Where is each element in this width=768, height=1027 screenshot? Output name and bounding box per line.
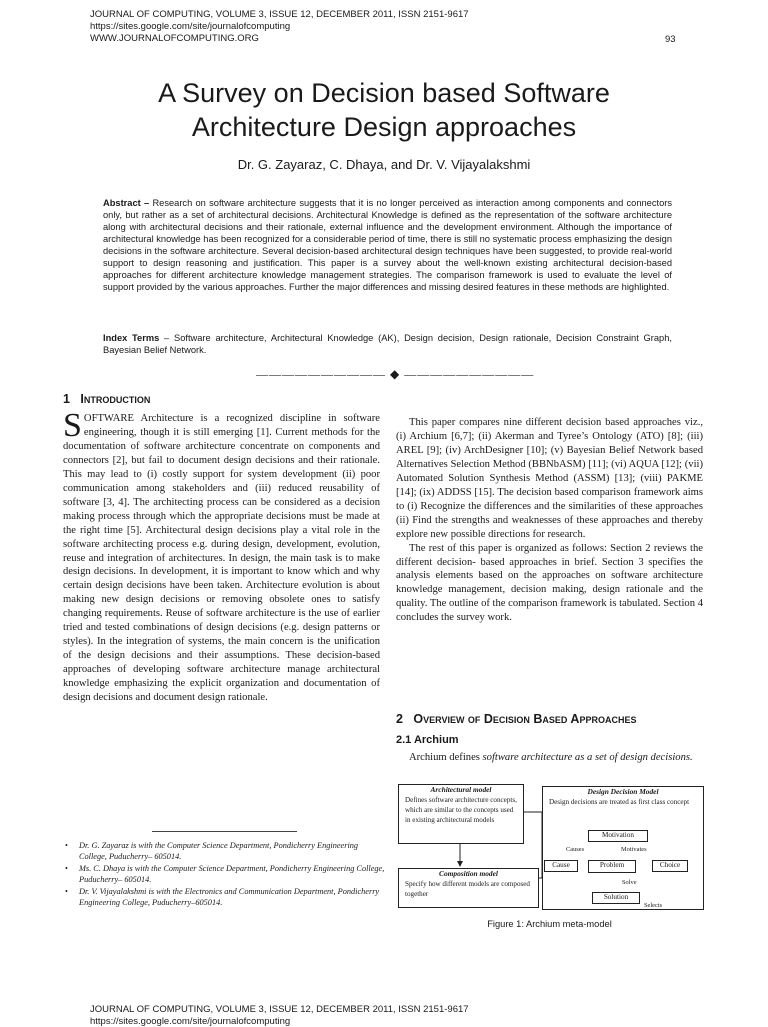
composition-model-title: Composition model <box>439 869 498 878</box>
index-terms <box>103 332 672 356</box>
footnote-text: Ms. C. Dhaya is with the Computer Science Department, Pondicherry Engineering College, Puducherry– 605014. <box>79 864 385 884</box>
page-number: 93 <box>665 34 676 45</box>
motivates-label: Motivates <box>621 846 647 853</box>
journal-url[interactable]: https://sites.google.com/site/journalofcomputing <box>90 21 291 32</box>
footnote-rule <box>152 831 297 832</box>
archium-paragraph <box>396 751 703 765</box>
title-line-2: Architecture Design approaches <box>191 112 577 142</box>
intro-paragraph-1-text: OFTWARE Architecture is a recognized discipline in software engineering, though it is still emerging [1]. Current methods for the documentation of software architecture concentrate on components and connectors [2], but fail to document design decisions and their rationale. This may lead to (i) costly support for system development (ii) poor communication among stakeholders and (iii) reduced reusability of software [3, 4]. The architecting process can be considered as a decision making process through which the appropriate decisions must be made at the right time [5]. Architectural design decisions play a vital role in the software architecting process e.g. during design, development, evolution, reuse and integration of architectures. In design, the main task is to make design decisions. In development, it is important to know which and why certain design decisions have been taken. Architecture evolution is about making new design decisions or removing obsolete ones to satisfy changing requirements. Reuse of software architecture is the use of earlier tried and tested combinations of design decisions (e.g. design patterns or styles). In the integration of systems, the main concern is the unification of the design decisions and their assumptions. These decision-based approaches of developing software architecture manage architectural knowledge emphasizing the explicit organization and documentation of design decisions and document design rationale. <box>63 413 380 704</box>
architectural-model-desc: Defines software architecture concepts, which are similar to the concepts used in existing architectural models <box>405 796 517 824</box>
section-1-title: Introduction <box>80 392 151 406</box>
subsection-title: Archium <box>413 734 459 746</box>
solve-label: Solve <box>622 879 637 886</box>
bullet: • <box>65 864 68 873</box>
architectural-model-title: Architectural model <box>430 785 492 794</box>
title-line-1: A Survey on Decision based Software <box>158 78 610 108</box>
archium-italic-text: software architecture as a set of design decisions. <box>482 752 693 763</box>
architectural-model-box <box>398 784 524 844</box>
archium-meta-model-figure <box>396 782 706 914</box>
paper-title <box>60 76 708 144</box>
composition-model-desc: Specify how different models are composed together <box>405 880 530 898</box>
bullet: • <box>65 841 68 850</box>
intro-paragraph-2: This paper compares nine different decision based approaches viz., (i) Archium [6,7]; (ii) Akerman and Tyree’s Ontology (ATO) [8]; (iii) AREL [9]; (iv) ArchDesigner [10]; (v) Bayesian Belief Network based Alternatives Selection Method (BBNbASM) [11]; (vi) AQUA [12]; (vii) Automated Solution Synthesis Method (ASSM) [13]; (viii) PAKME [14]; (ix) ADDSS [15]. The decision based comparison framework aims to (i) Recognize the differences and the similarities of these approaches (ii) Find the strengths and weaknesses of these approaches and thereby explore new possible directions for research. <box>396 417 703 540</box>
journal-footer: JOURNAL OF COMPUTING, VOLUME 3, ISSUE 12, DECEMBER 2011, ISSN 2151-9617 <box>90 1004 469 1015</box>
solution-node: Solution <box>592 892 640 904</box>
composition-model-box <box>398 868 539 908</box>
intro-paragraph-3: The rest of this paper is organized as follows: Section 2 reviews the different decision- based approaches in brief. Section 3 specifies the analysis elements based on the approaches on software architecture knowledge management, decision making, design rationale and the quality. The outline of the comparison framework is tabulated. Section 4 concludes the survey work. <box>396 542 703 624</box>
authors: Dr. G. Zayaraz, C. Dhaya, and Dr. V. Vijayalakshmi <box>237 157 531 172</box>
section-divider: —————————— ◆ —————————— <box>256 367 535 381</box>
footnote-text: Dr. G. Zayaraz is with the Computer Science Department, Pondicherry Engineering College, Puducherry– 605014. <box>79 841 359 861</box>
cause-node: Cause <box>544 860 578 872</box>
footnote-item <box>63 886 385 908</box>
footnote-text: Dr. V. Vijayalakshmi is with the Electronics and Communication Department, Pondicherry Engineering College, Puducherry–605014. <box>79 887 380 907</box>
footnotes <box>63 840 385 909</box>
selects-label: Selects <box>644 902 663 909</box>
motivation-node: Motivation <box>588 830 648 842</box>
problem-node: Problem <box>588 860 636 873</box>
subsection-number: 2.1 <box>396 734 412 746</box>
journal-header: JOURNAL OF COMPUTING, VOLUME 3, ISSUE 12, DECEMBER 2011, ISSN 2151-9617 <box>90 9 469 20</box>
bullet: • <box>65 887 68 896</box>
choice-node: Choice <box>652 860 688 872</box>
section-2-title: Overview of Decision Based Approaches <box>413 712 637 726</box>
footnote-item <box>63 840 385 862</box>
journal-site[interactable]: WWW.JOURNALOFCOMPUTING.ORG <box>90 33 259 44</box>
intro-left-column <box>63 407 380 705</box>
intro-right-column <box>396 416 703 625</box>
index-terms-label: Index Terms <box>103 333 160 343</box>
abstract <box>103 197 672 293</box>
footer-url[interactable]: https://sites.google.com/site/journalofcomputing <box>90 1016 291 1027</box>
intro-paragraph-1 <box>63 407 380 705</box>
section-1-heading <box>63 392 150 406</box>
section-1-number: 1 <box>63 392 70 406</box>
subsection-2-1-heading <box>396 734 459 746</box>
footnote-item <box>63 863 385 885</box>
figure-caption: Figure 1: Archium meta-model <box>487 919 612 929</box>
causes-label: Causes <box>566 846 585 853</box>
abstract-label: Abstract – <box>103 198 150 208</box>
section-2-number: 2 <box>396 712 403 726</box>
design-decision-model-title: Design Decision Model <box>587 787 659 796</box>
section-2-heading <box>396 712 636 726</box>
index-terms-text: – Software architecture, Architectural Knowledge (AK), Design decision, Design rationale, Decision Constraint Graph, Bayesian Belief Network. <box>103 333 672 355</box>
abstract-text: Research on software architecture suggests that it is no longer perceived as interaction among components and connectors only, but rather as a set of architectural decisions. Architectural Knowledge is defined as the representation of the software architecture along with architectural decisions and their rationale, external influence and the development environment. Although the importance of architectural knowledge has been recognized for a considerable period of time, there is still no systematic process emphasizing the design decisions in the software architecture. Several decision-based architectural design techniques have been suggested, to provide real-world support to design reasoning and justification. This paper is a survey about the well-known existing architectural decision-based approaches for different architecture knowledge management strategies. The comparison framework is used to evaluate the level of support provided by the various approaches. Further the major differences and missing desired features in these methods are highlighted. <box>103 198 673 293</box>
archium-text: Archium defines <box>409 752 483 763</box>
drop-cap: S <box>63 407 82 444</box>
design-decision-model-desc: Design decisions are treated as first class concept <box>549 798 690 806</box>
